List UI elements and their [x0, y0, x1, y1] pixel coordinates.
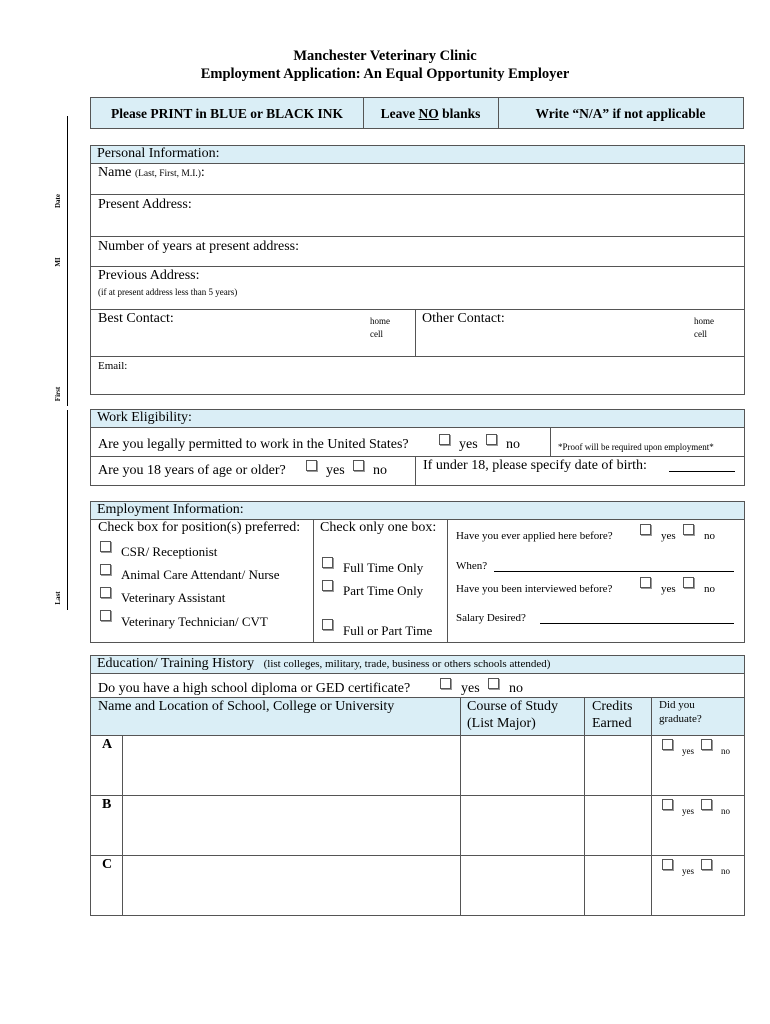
contact-row: [90, 310, 745, 357]
age-no-label: no: [373, 463, 387, 478]
col-course-line2: (List Major): [467, 716, 536, 731]
position-csr-checkbox[interactable]: [100, 541, 111, 552]
full-or-part-checkbox[interactable]: [322, 619, 333, 630]
diploma-no-checkbox[interactable]: [488, 678, 499, 689]
previous-address-hint: (if at present address less than 5 years): [98, 287, 238, 297]
full-or-part-label: Full or Part Time: [343, 623, 433, 638]
age-no-checkbox[interactable]: [353, 460, 364, 471]
position-vet-tech-checkbox[interactable]: [100, 610, 111, 621]
side-label-first: First: [54, 386, 62, 402]
other-contact-home: home: [694, 316, 714, 326]
col-grad-line1: Did you: [659, 699, 695, 711]
interviewed-yes-checkbox[interactable]: [640, 577, 651, 588]
previous-address-label: Previous Address:: [98, 268, 200, 283]
diploma-row: [90, 674, 745, 698]
instructions-bar: [90, 97, 744, 129]
legal-yes-checkbox[interactable]: [439, 434, 450, 445]
grad-b-yes-checkbox[interactable]: [662, 799, 673, 810]
position-animal-care-checkbox[interactable]: [100, 564, 111, 575]
age-row: [90, 457, 745, 486]
full-time-checkbox[interactable]: [322, 557, 333, 568]
personal-info-heading: Personal Information:: [90, 145, 745, 164]
present-address-field[interactable]: [90, 195, 745, 237]
interviewed-no-label: no: [704, 583, 715, 595]
side-label-last: Last: [54, 591, 62, 605]
applied-yes-checkbox[interactable]: [640, 524, 651, 535]
col-grad-line2: graduate?: [659, 713, 702, 725]
legal-yes-label: yes: [459, 437, 478, 452]
check-one-label: Check only one box:: [320, 520, 437, 535]
name-field[interactable]: [90, 164, 745, 195]
part-time-checkbox[interactable]: [322, 580, 333, 591]
email-field[interactable]: [90, 357, 745, 395]
grad-a-no-label: no: [721, 746, 730, 756]
position-csr-label: CSR/ Receptionist: [121, 544, 218, 559]
grad-b-no-label: no: [721, 806, 730, 816]
email-label: Email:: [98, 360, 128, 372]
when-label: When?: [456, 560, 488, 572]
age-question: Are you 18 years of age or older?: [98, 463, 286, 478]
margin-line-bottom: [67, 410, 68, 610]
position-vet-assistant-checkbox[interactable]: [100, 587, 111, 598]
row-letter-a: A: [102, 737, 113, 752]
interviewed-yes-label: yes: [661, 583, 676, 595]
full-time-label: Full Time Only: [343, 560, 424, 575]
side-label-date: Date: [54, 194, 62, 208]
instruction-no-blanks: Leave NO blanks: [380, 106, 481, 121]
employment-heading: Employment Information:: [90, 501, 745, 520]
col-school: Name and Location of School, College or University: [98, 699, 395, 714]
salary-line[interactable]: [540, 623, 734, 624]
grad-b-yes-label: yes: [682, 806, 694, 816]
years-at-address-label: Number of years at present address:: [98, 239, 299, 254]
position-vet-tech-label: Veterinary Technician/ CVT: [121, 614, 268, 629]
best-contact-home: home: [370, 316, 390, 326]
previous-address-field[interactable]: [90, 267, 745, 310]
age-yes-label: yes: [326, 463, 345, 478]
education-row-b: [90, 796, 745, 856]
clinic-name: Manchester Veterinary Clinic: [293, 48, 477, 64]
applied-no-checkbox[interactable]: [683, 524, 694, 535]
legal-no-checkbox[interactable]: [486, 434, 497, 445]
grad-c-yes-checkbox[interactable]: [662, 859, 673, 870]
side-label-mi: MI: [54, 257, 62, 267]
instruction-na: Write “N/A” if not applicable: [535, 106, 706, 121]
row-letter-c: C: [102, 857, 113, 872]
best-contact-label[interactable]: Best Contact:: [98, 311, 174, 326]
age-yes-checkbox[interactable]: [306, 460, 317, 471]
best-contact-cell: cell: [370, 329, 383, 339]
position-label: Check box for position(s) preferred:: [98, 520, 301, 535]
years-at-address-field[interactable]: [90, 237, 745, 267]
grad-b-no-checkbox[interactable]: [701, 799, 712, 810]
applied-before-label: Have you ever applied here before?: [456, 530, 613, 542]
grad-c-no-checkbox[interactable]: [701, 859, 712, 870]
education-row-c: [90, 856, 745, 916]
interviewed-label: Have you been interviewed before?: [456, 583, 613, 595]
position-vet-assistant-label: Veterinary Assistant: [121, 590, 226, 605]
education-table-header: [90, 698, 745, 736]
diploma-no-label: no: [509, 681, 523, 696]
grad-c-yes-label: yes: [682, 866, 694, 876]
diploma-question: Do you have a high school diploma or GED certificate?: [98, 681, 411, 696]
legal-row: [90, 428, 745, 457]
employment-section: [90, 520, 745, 643]
applied-yes-label: yes: [661, 530, 676, 542]
diploma-yes-label: yes: [461, 681, 480, 696]
proof-note: *Proof will be required upon employment*: [558, 442, 714, 452]
present-address-label: Present Address:: [98, 197, 192, 212]
interviewed-no-checkbox[interactable]: [683, 577, 694, 588]
margin-line-top: [67, 116, 68, 406]
legal-no-label: no: [506, 437, 520, 452]
other-contact-label[interactable]: Other Contact:: [422, 311, 505, 326]
under18-label: If under 18, please specify date of birth:: [423, 458, 647, 473]
part-time-label: Part Time Only: [343, 583, 424, 598]
name-label: Name (Last, First, M.I.):: [98, 165, 205, 180]
grad-a-yes-label: yes: [682, 746, 694, 756]
col-credits-line1: Credits: [592, 699, 633, 714]
applied-no-label: no: [704, 530, 715, 542]
grad-a-yes-checkbox[interactable]: [662, 739, 673, 750]
instruction-ink: Please PRINT in BLUE or BLACK INK: [110, 106, 344, 121]
grad-a-no-checkbox[interactable]: [701, 739, 712, 750]
other-contact-cell: cell: [694, 329, 707, 339]
diploma-yes-checkbox[interactable]: [440, 678, 451, 689]
salary-label: Salary Desired?: [456, 612, 526, 624]
form-subtitle: Employment Application: An Equal Opportunity Employer: [200, 66, 570, 82]
col-credits-line2: Earned: [592, 716, 632, 731]
legal-question: Are you legally permitted to work in the United States?: [98, 437, 409, 452]
education-row-a: [90, 736, 745, 796]
row-letter-b: B: [102, 797, 112, 812]
col-course-line1: Course of Study: [467, 699, 558, 714]
position-animal-care-label: Animal Care Attendant/ Nurse: [121, 567, 280, 582]
when-line[interactable]: [494, 571, 734, 572]
education-heading: Education/ Training History (list colleges, military, trade, business or others schools attended): [90, 655, 745, 674]
grad-c-no-label: no: [721, 866, 730, 876]
work-eligibility-heading: Work Eligibility:: [90, 409, 745, 428]
dob-line[interactable]: [669, 471, 735, 472]
